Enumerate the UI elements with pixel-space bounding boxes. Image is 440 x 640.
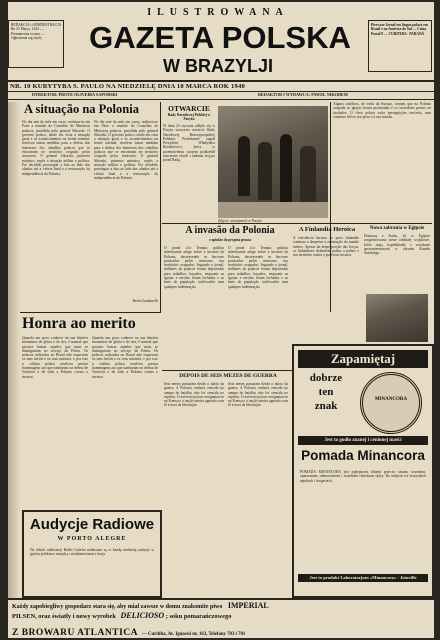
article-situacao-title: A situação na Polonia <box>24 102 139 116</box>
binding-edge <box>8 102 20 598</box>
article-otwarcie-subtitle: Rady Narodowej Polskiej w Paryżu <box>167 113 211 122</box>
article-depois-body: Seis meses passaram desde o início da guerra. A Polonia, embora vencida no campo de batalha, não foi vencida no espírito. O exército polaco reorganiza-se na França e a nação inteira aguarda com fé a hora da libertação. <box>164 382 224 408</box>
ad-zapamietaj-line4: znak <box>314 400 338 412</box>
ad-pomada-footer: Jest to produkt Laboratorjum «Minancora» · Joinville <box>298 574 428 582</box>
ad-pomada-box <box>292 344 434 598</box>
ad-audycje-box <box>22 510 162 598</box>
masthead-left-text: REDAKCJA i ADMINISTRACJA Ru 25 Março, 1442 — Prenumerata roczna — Ogłoszenia wg taryfy <box>11 23 61 41</box>
article-finlandia-title: A Finlandia Heroica <box>298 226 356 233</box>
ad-audycje-body: Na falach radiostacji Rádio Gaúcha nadawane są w każdą niedzielę audycje w języku polskim z muzyką i wiadomościami z kraju. <box>30 548 154 557</box>
bottom-ad-line2 <box>12 611 430 620</box>
bottom-rule-top <box>8 598 434 600</box>
masthead-subtitle: W BRAZYLJI <box>163 56 273 76</box>
bottom-ad-imperial: IMPERIAL <box>227 601 269 610</box>
ad-pomada-tag: Jest to godło znanej i cenionej maści <box>298 436 428 445</box>
article-situacao-body: No dia sete do mês em curso, realizou-se em Paris a reunião do Conselho de Ministros polacos, presidida pelo general Sikorski. O governo polaco, tendo em vista a situação geral e os acontecimentos na frente oriental, resolveu tomar medidas para a defesa dos interesses dos cidadãos polacos que se encontram no território ocupado pelos invasores. O general Sikorski, primeiro ministro, expôs a situação militar e política. Foi decidido prosseguir a luta ao lado dos aliados até a vitória final e a restauração da independência da Polonia. <box>22 120 90 176</box>
article-honra-title: Honra ao merito <box>22 315 136 332</box>
director-line: DYREKTOR: PROTE OLIVEIRA SAPORSKI <box>32 92 118 97</box>
article-otwarcie-body: W dniu 23 stycznia odbyło się w Paryżu uroczyste otwarcie Rady Narodowej Rzeczypospolitej Polskiej. Posiedzenie zagaił Prezydent Władysław Raczkiewicz, który w przemówieniu swojem podkreślił znaczenie chwili i zadania stojące przed Radą. <box>163 124 215 163</box>
minancora-seal-icon <box>360 372 422 434</box>
ad-audycje-title: Audycje Radiowe <box>29 516 155 533</box>
masthead-left-box <box>8 20 64 68</box>
masthead-title: GAZETA POLSKA <box>89 20 351 55</box>
article-honra-body-2: Quando um povo conhece na sua história momentos de glória e de dor, é natural que procure honrar aqueles que mais se distinguiram no serviço da Pátria. Os polacos radicados no Brasil não esquecem os seus heróis e os seus mártires, e por isso a colônia polaca resolveu prestar homenagem aos que tombaram na defesa de Varsóvia e de toda a Polonia contra o invasor. <box>92 336 158 379</box>
article-honra-body: Quando um povo conhece na sua história momentos de glória e de dor, é natural que procure honrar aqueles que mais se distinguiram no serviço da Pátria. Os polacos radicados no Brasil não esquecem os seus heróis e os seus mártires, e por isso a colônia polaca resolveu prestar homenagem aos que tombaram na defesa de Varsóvia e de toda a Polonia contra o invasor. <box>22 336 88 379</box>
section-rule-3 <box>162 370 292 371</box>
article-invasao-body-2: O jornal «Le Temps» publica interessante artigo sobre a invasão da Polonia, descrevendo os horrores praticados pelos invasores nos territórios ocupados. Segundo o jornal, milhares de polacos foram deportados para trabalhos forçados, enquanto as igrejas e escolas foram fechadas e os bens da população confiscados sem qualquer indenização. <box>228 246 288 289</box>
bottom-ad-line2-end: ; soku pomarańczowego <box>165 613 232 620</box>
article-invasao-body: O jornal «Le Temps» publica interessante artigo sobre a invasão da Polonia, descrevendo os horrores praticados pelos invasores nos territórios ocupados. Segundo o jornal, milhares de polacos foram deportados para trabalhos forçados, enquanto as igrejas e escolas foram fechadas e os bens da população confiscados sem qualquer indenização. <box>164 246 224 289</box>
newspaper-page <box>8 2 434 638</box>
section-rule-2 <box>8 312 161 313</box>
main-photo-caption: Zdjęcie: uroczystość w Paryżu <box>218 219 262 223</box>
article-depois-body-2: Seis meses passaram desde o início da guerra. A Polonia, embora vencida no campo de batalha, não foi vencida no espírito. O exército polaco reorganiza-se na França e a nação inteira aguarda com fé a hora da libertação. <box>228 382 288 408</box>
article-otwarcie-title: OTWARCIE <box>168 104 210 113</box>
bottom-ad-line2-text: PILSEN, oraz światły i nowy wyrobek <box>12 613 116 620</box>
ad-zapamietaj-line2: dobrze <box>309 372 343 384</box>
bottom-ad-brewery: Z BROWARU ATLANTICA <box>12 628 138 638</box>
photo-right <box>366 294 428 342</box>
bottom-ad-line3 <box>12 622 430 638</box>
article-finlandia-body: A resistência heroica do povo finlandês continua a despertar a admiração do mundo inteiro. Apesar da desproporção das forças, os finlandeses defendem palmo a palmo o seu território contra o poderoso invasor. <box>293 236 359 258</box>
editor-line: REDAKTOR I WYDAWCA: PAWEŁ NIKODEM <box>258 92 348 97</box>
ad-audycje-subtitle: W PORTO ALEGRE <box>57 536 127 542</box>
bottom-ad-line1 <box>12 601 430 610</box>
article-invasao-title: A invasão da Polonia <box>185 225 275 236</box>
article-situacao-signature: Bertu Gumbarelli <box>132 299 158 303</box>
ad-zapamietaj-line3: ten <box>318 386 334 398</box>
bottom-ad-address: — Curitiba, Av. Iguassú nr. 163, Telefony 703 i 701 <box>141 632 246 637</box>
masthead-ilustrowana: ILUSTROWANA <box>147 7 289 18</box>
article-depois-title: DEPOIS DE SEIS MEZES DE GUERRA <box>179 373 277 379</box>
issue-line: NR. 10 KURYTYBA S. PAULO NA NIEDZIELĘ DNIA 10 MARCA ROK 1940 <box>10 83 245 90</box>
bottom-ad-line1-text: Każdy zapobiegliwy gospodarz stara się, aby miał zawsze w domu znakomite piwo <box>12 604 223 610</box>
minancora-seal-text: MINANCORA <box>374 397 408 402</box>
masthead-rule-bottom <box>8 99 434 100</box>
article-situacao-body-2: No dia sete do mês em curso, realizou-se em Paris a reunião do Conselho de Ministros polacos, presidida pelo general Sikorski. O governo polaco, tendo em vista a situação geral e os acontecimentos na frente oriental, resolveu tomar medidas para a defesa dos interesses dos cidadãos polacos que se encontram no território ocupado pelos invasores. O general Sikorski, primeiro ministro, expôs a situação militar e política. Foi decidido prosseguir a luta ao lado dos aliados até a vitória final e a restauração da independência da Polonia. <box>94 120 158 180</box>
section-rule-1 <box>162 223 432 224</box>
ad-zapamietaj-line1: Zapamiętaj <box>298 350 428 368</box>
article-right-top-body: Alguns católicos, de volta da Europa, contam que na Polonia ocupada as igrejas foram profanadas e os sacerdotes presos ou fuzilados. O clero polaco sofre perseguições terríveis, mas continua fiel ao seu povo e à sua missão. <box>333 102 431 119</box>
masthead-right-text: Pierwsze Jornal em lingua polaca em Brasil e na América do Sul — Caixa Postal 8 — CURITIBA · PARANÁ <box>371 23 428 36</box>
article-nowa-body: Donoszą z Kairu, że w Egipcie zorganizowano nowe oddziały wojskowe, które mają współdziałać z wojskami sprzymierzonymi w obronie Kanału Sueskiego. <box>364 234 430 256</box>
ad-pomada-title: Pomada Minancora <box>301 448 425 463</box>
article-nowa-title: Nowa zabrania w Egipcie <box>369 226 425 231</box>
bottom-ad-delicioso: DELICIOSO <box>120 611 165 620</box>
ad-pomada-body: POMADA MINANCORA jest najlepszym lekiem przeciw ranom, wrzodom, oparzeniom, odmrożeniom i wszelkim chorobom skóry. Do nabycia we wszystkich aptekach i drogeriach. <box>300 470 426 483</box>
article-invasao-subtitle: e opinião do propria pessoa <box>208 238 252 242</box>
masthead-right-box <box>368 20 432 72</box>
col-divider-1 <box>160 102 161 312</box>
main-photo <box>218 106 328 218</box>
